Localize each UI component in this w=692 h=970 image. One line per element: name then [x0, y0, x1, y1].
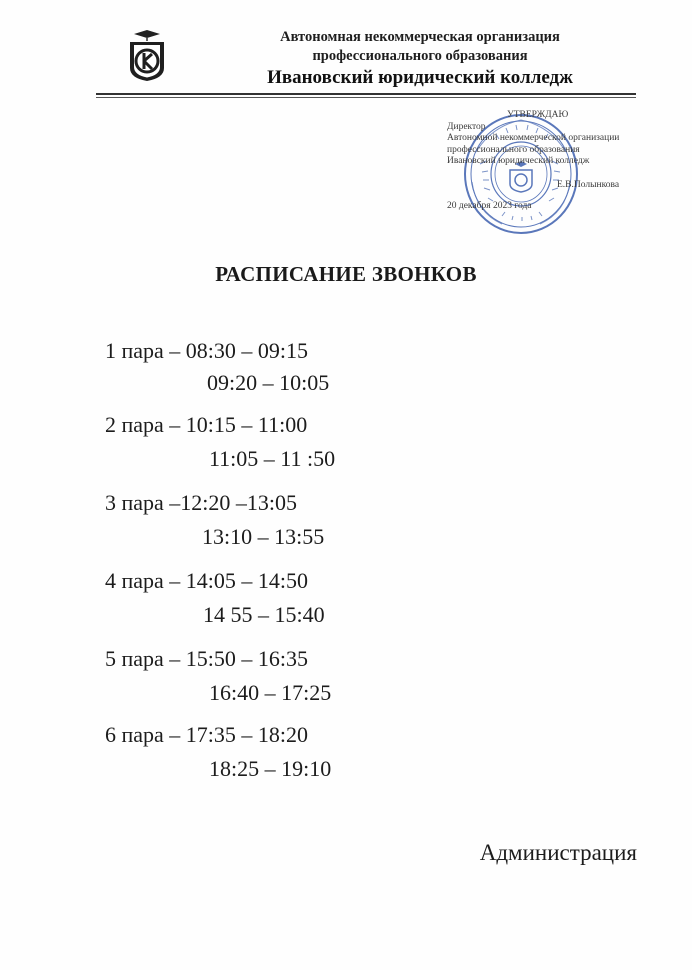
schedule-pair-1-second: 09:20 – 10:05	[207, 370, 330, 395]
schedule-pair-2-second: 11:05 – 11 :50	[209, 446, 336, 471]
schedule-pair-6-second: 18:25 – 19:10	[209, 756, 332, 781]
header-divider	[96, 93, 636, 95]
approval-signatory: Е.В.Полынкова	[557, 179, 620, 190]
schedule-pair-4-second: 14 55 – 15:40	[203, 602, 325, 627]
schedule-pair-3: 3 пара –12:20 –13:05	[105, 490, 298, 515]
approval-block	[447, 110, 677, 213]
header-divider-thin	[96, 97, 636, 98]
schedule-pair-3-second: 13:10 – 13:55	[202, 524, 325, 549]
org-name-line2: профессионального образования	[312, 48, 528, 64]
org-name-line1: Автономная некоммерческая организация	[280, 29, 560, 45]
approval-date: 20 декабря 2023 года	[447, 201, 532, 211]
page-title: РАСПИСАНИЕ ЗВОНКОВ	[215, 262, 477, 286]
college-name: Ивановский юридический колледж	[267, 67, 573, 88]
schedule-pair-4: 4 пара – 14:05 – 14:50	[105, 568, 309, 593]
schedule-pair-1: 1 пара – 08:30 – 09:15	[105, 338, 309, 363]
approval-org-line1: Автономной некоммерческой организации	[447, 133, 620, 143]
schedule-pair-5-second: 16:40 – 17:25	[209, 680, 332, 705]
approval-org-line2: профессионального образования	[447, 144, 580, 155]
schedule-pair-6: 6 пара – 17:35 – 18:20	[105, 722, 309, 747]
administration-signature: Администрация	[479, 840, 637, 865]
organization-header	[190, 28, 650, 90]
schedule-pair-2: 2 пара – 10:15 – 11:00	[105, 412, 308, 437]
approval-org-line3: Ивановский юридический колледж	[447, 156, 590, 166]
schedule-pair-5: 5 пара – 15:50 – 16:35	[105, 646, 309, 671]
approval-position: Директор	[447, 121, 486, 132]
college-logo-icon	[122, 30, 172, 82]
approval-heading: УТВЕРЖДАЮ	[507, 110, 569, 120]
